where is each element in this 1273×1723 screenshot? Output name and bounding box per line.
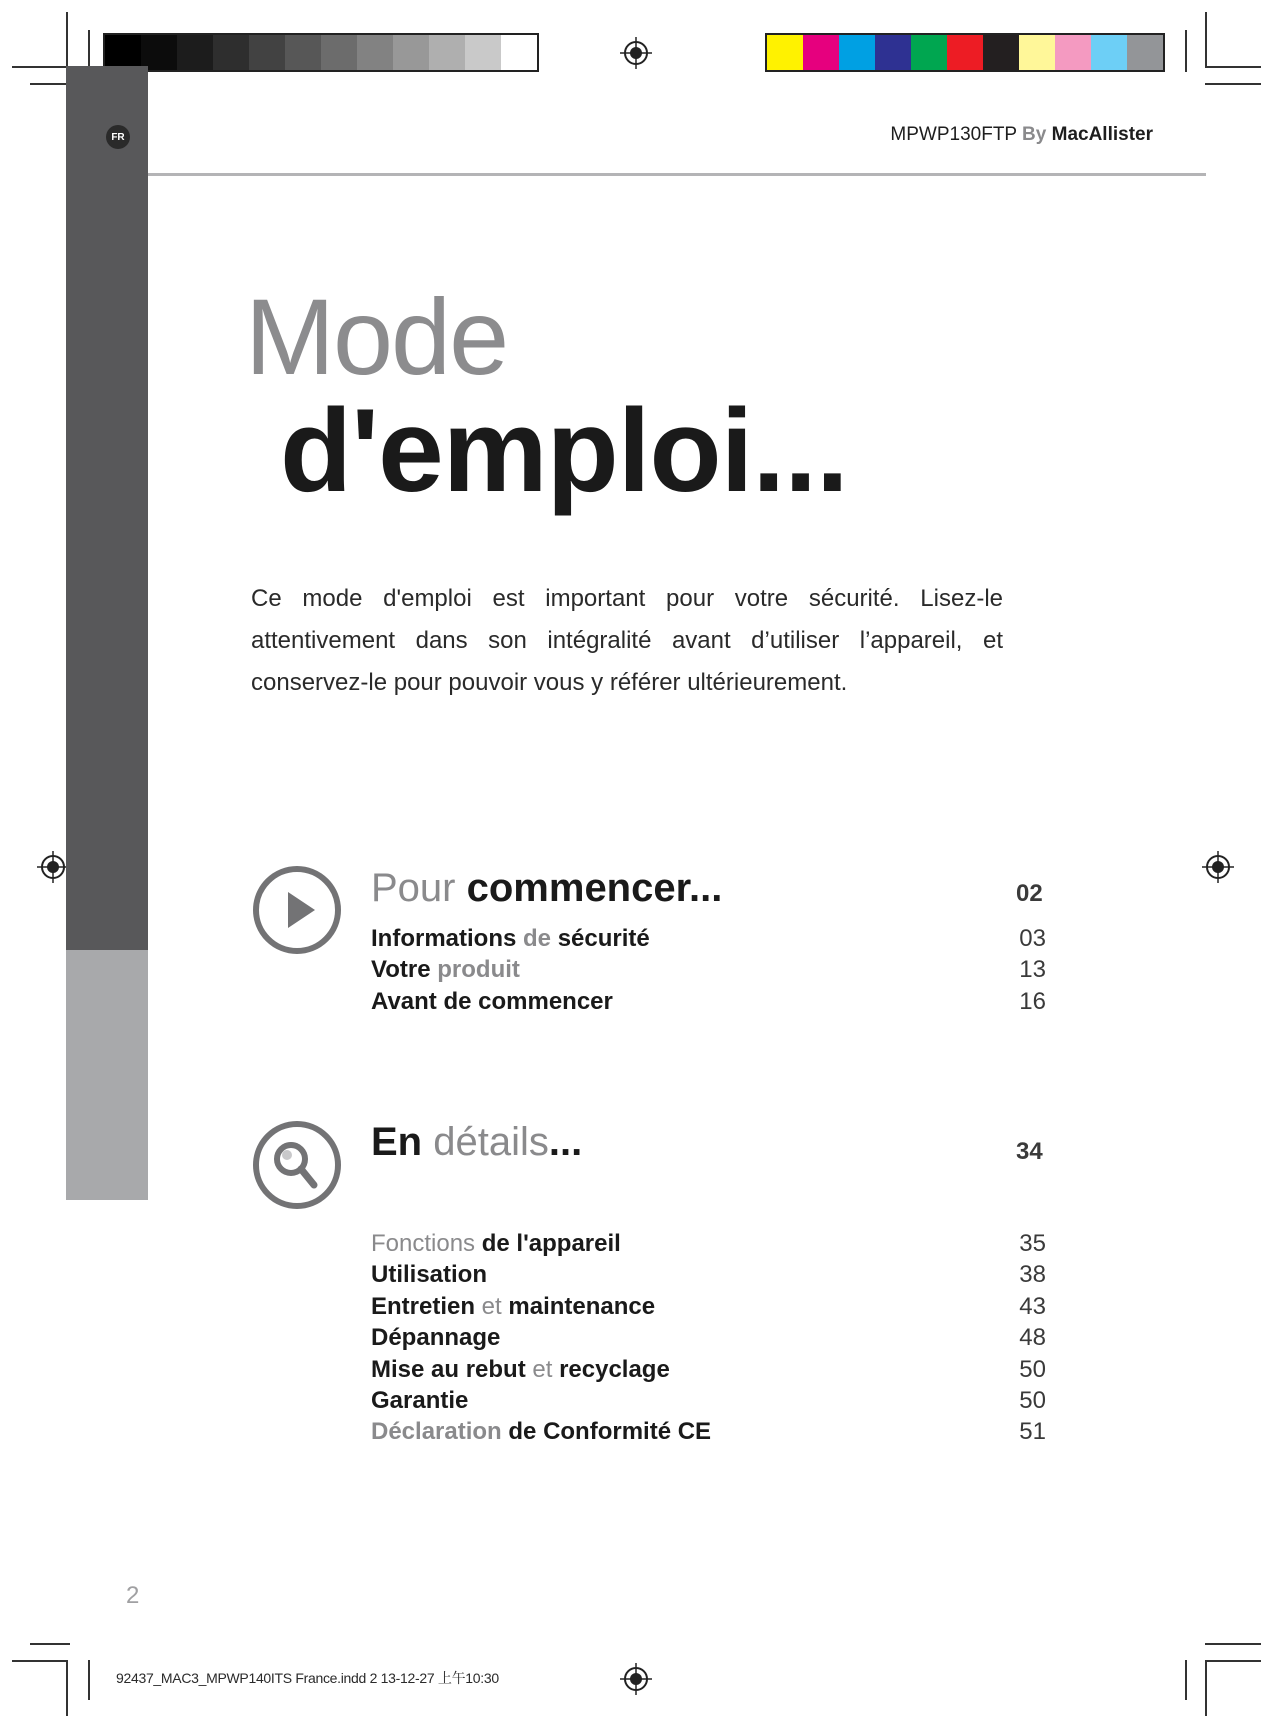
play-icon (253, 866, 341, 954)
toc-entry-text: sécurité (557, 925, 650, 952)
grey-swatch (105, 35, 141, 70)
section-title-suffix: ... (548, 1120, 583, 1164)
toc-entry-text: Garantie (371, 1386, 469, 1414)
crop-mark (30, 1643, 70, 1645)
section-title-details (371, 1120, 582, 1165)
registration-mark-icon (36, 850, 70, 884)
page-number: 2 (126, 1582, 140, 1609)
crop-mark (12, 66, 68, 68)
language-badge: FR (106, 125, 130, 149)
grey-swatch (177, 35, 213, 70)
color-scale-bar (765, 33, 1165, 72)
crop-mark (1205, 1660, 1261, 1662)
section-title-bold: commencer... (466, 866, 723, 910)
toc-entry-label (371, 1261, 487, 1289)
toc-row[interactable] (371, 1387, 1046, 1418)
magnifier-icon (253, 1121, 341, 1209)
toc-entry-page: 13 (1019, 956, 1046, 984)
crop-mark (1185, 30, 1187, 72)
toc-entry-page: 51 (1019, 1418, 1046, 1446)
toc-entry-text: et (525, 1355, 560, 1383)
color-swatch (1127, 35, 1163, 70)
toc-entry-text: maintenance (508, 1292, 656, 1320)
toc-entry-text: recyclage (559, 1355, 670, 1383)
toc-entry-text: produit (430, 956, 520, 984)
toc-row[interactable] (371, 925, 1046, 956)
page-title-line-1: Mode (245, 276, 508, 397)
page-title-line-2: d'emploi... (280, 385, 848, 517)
toc-row[interactable] (371, 1261, 1046, 1292)
grey-swatch (429, 35, 465, 70)
toc-entry-label (371, 1230, 621, 1258)
section-title-bold: En (371, 1120, 423, 1164)
grey-scale-bar (103, 33, 539, 72)
section-title-light: détails (433, 1120, 549, 1164)
side-bar-dark (66, 66, 148, 950)
color-swatch (983, 35, 1019, 70)
side-bar-light (66, 950, 148, 1200)
color-swatch (1055, 35, 1091, 70)
toc-entry-page: 03 (1019, 925, 1046, 952)
crop-mark (88, 1660, 90, 1700)
toc-entry-text: Mise au rebut (371, 1355, 526, 1383)
crop-mark (1185, 1660, 1187, 1700)
toc-entry-text: de Conformité CE (501, 1418, 712, 1446)
intro-paragraph: Ce mode d'emploi est important pour votre sécurité. Lisez-le attentivement dans son intégralité avant d’utiliser l’appareil, et conservez-le pour pouvoir vous y référer ultérieurement. (251, 585, 1003, 696)
toc-entry-label (371, 988, 613, 1016)
toc-entry-text: Informations (371, 925, 517, 952)
toc-entry-label (371, 925, 650, 953)
color-swatch (1091, 35, 1127, 70)
header-model (890, 124, 1153, 146)
toc-row[interactable] (371, 1324, 1046, 1355)
crop-mark (66, 12, 68, 68)
toc-list-details (371, 1230, 1046, 1450)
grey-swatch (141, 35, 177, 70)
toc-row[interactable] (371, 1230, 1046, 1261)
toc-entry-label (371, 956, 520, 984)
section-page-number: 34 (1016, 1138, 1043, 1165)
crop-mark (66, 1660, 68, 1716)
model-number: MPWP130FTP (890, 124, 1017, 145)
color-swatch (839, 35, 875, 70)
color-swatch (803, 35, 839, 70)
brand-name: MacAllister (1051, 124, 1153, 145)
toc-entry-text: Votre (371, 956, 431, 984)
color-swatch (947, 35, 983, 70)
toc-entry-label (371, 1324, 500, 1352)
toc-row[interactable] (371, 956, 1046, 987)
header-rule (148, 173, 1206, 176)
crop-mark (30, 83, 70, 85)
toc-entry-text: Déclaration (371, 1418, 502, 1446)
toc-entry-text: Utilisation (371, 1261, 488, 1289)
section-page-number: 02 (1016, 880, 1043, 907)
footer-slug: 92437_MAC3_MPWP140ITS France.indd 2 13-12-27 上午10:30 (116, 1670, 499, 1686)
toc-row[interactable] (371, 1293, 1046, 1324)
grey-swatch (501, 35, 537, 70)
toc-row[interactable] (371, 1356, 1046, 1387)
toc-entry-text: de l'appareil (475, 1230, 621, 1257)
grey-swatch (249, 35, 285, 70)
toc-entry-text: Fonctions (371, 1230, 476, 1257)
toc-entry-page: 16 (1019, 987, 1046, 1015)
color-swatch (767, 35, 803, 70)
color-swatch (911, 35, 947, 70)
grey-swatch (357, 35, 393, 70)
toc-entry-text: Dépannage (371, 1324, 501, 1352)
grey-swatch (321, 35, 357, 70)
crop-mark (12, 1660, 68, 1662)
crop-mark (1205, 1643, 1261, 1645)
toc-entry-page: 35 (1019, 1230, 1046, 1257)
grey-swatch (393, 35, 429, 70)
grey-swatch (213, 35, 249, 70)
registration-mark-icon (619, 36, 653, 70)
toc-entry-label (371, 1418, 711, 1446)
registration-mark-icon (1201, 850, 1235, 884)
toc-row[interactable] (371, 1418, 1046, 1449)
toc-entry-label (371, 1387, 468, 1415)
color-swatch (1019, 35, 1055, 70)
grey-swatch (285, 35, 321, 70)
toc-entry-label (371, 1356, 670, 1384)
toc-row[interactable] (371, 988, 1046, 1019)
toc-entry-text: Entretien (371, 1292, 476, 1320)
crop-mark (1205, 83, 1261, 85)
color-swatch (875, 35, 911, 70)
section-title-start (371, 866, 722, 911)
toc-entry-page: 48 (1019, 1324, 1046, 1352)
toc-entry-label (371, 1293, 655, 1321)
crop-mark (1205, 12, 1207, 68)
registration-mark-icon (619, 1662, 653, 1696)
grey-swatch (465, 35, 501, 70)
toc-entry-text: et (475, 1292, 509, 1320)
crop-mark (1205, 1660, 1207, 1716)
brand-by: By (1022, 124, 1047, 145)
toc-list-start (371, 925, 1046, 1019)
toc-entry-text: de (516, 925, 558, 952)
toc-entry-page: 43 (1019, 1292, 1046, 1320)
toc-entry-page: 50 (1019, 1355, 1046, 1383)
toc-entry-text: Avant de commencer (371, 987, 613, 1015)
toc-entry-page: 38 (1019, 1261, 1046, 1289)
toc-entry-page: 50 (1019, 1386, 1046, 1414)
crop-mark (1205, 66, 1261, 68)
section-title-light: Pour (371, 866, 456, 910)
